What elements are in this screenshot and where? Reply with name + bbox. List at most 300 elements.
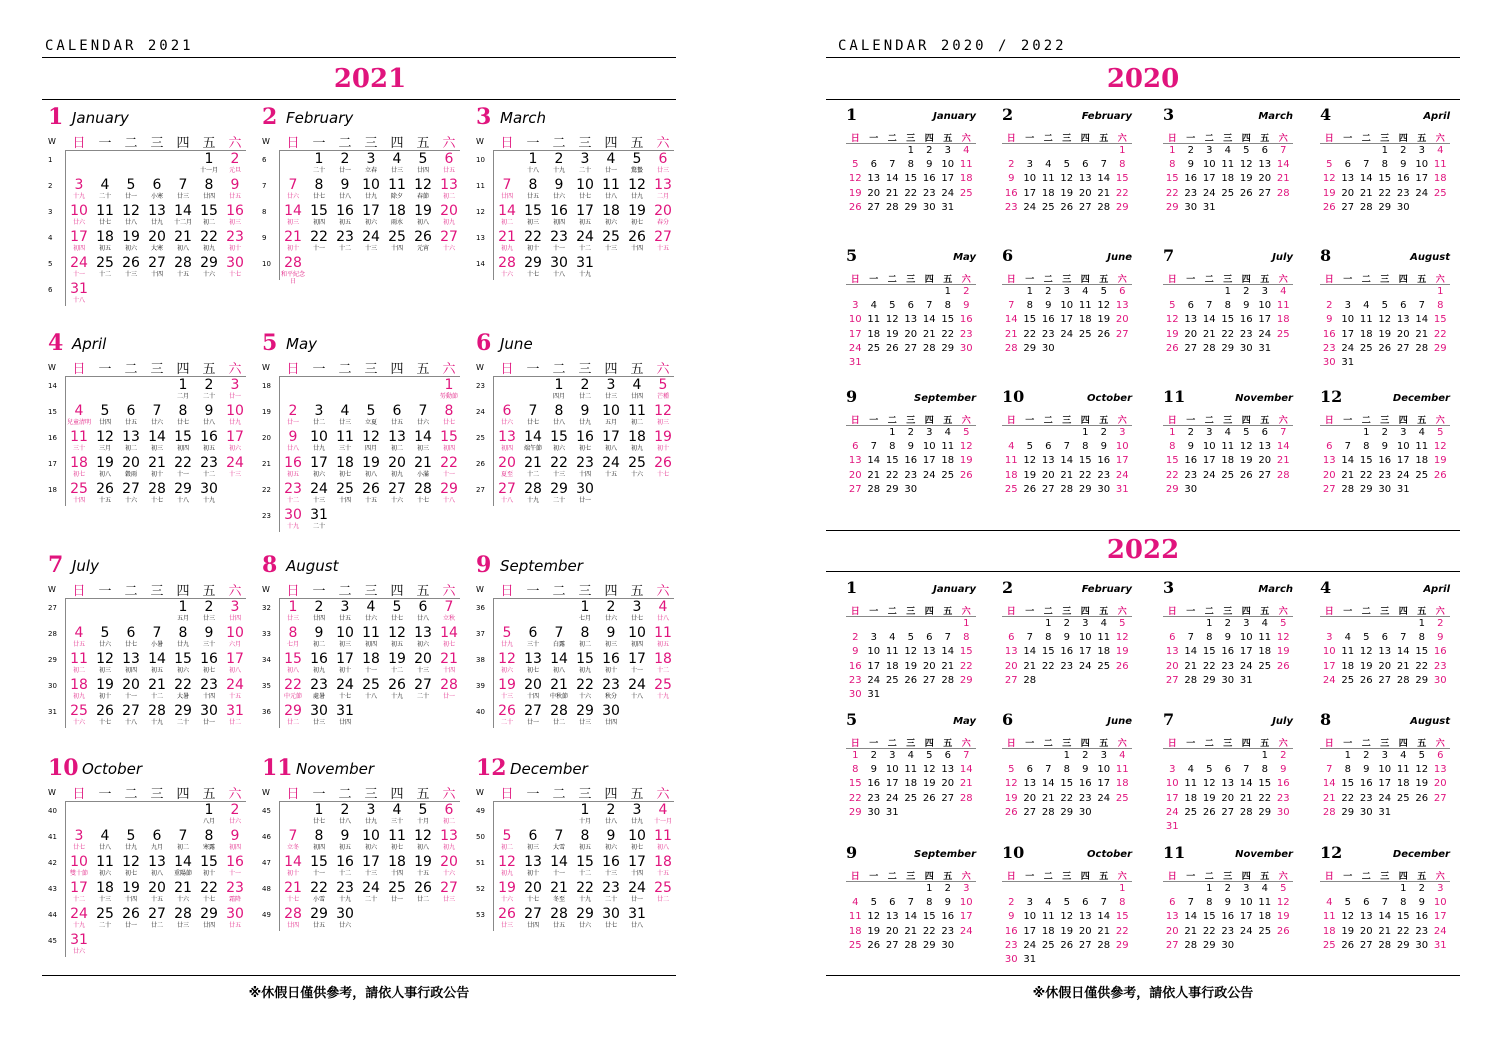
weekday-3: 三 bbox=[1223, 739, 1233, 749]
lunar-label: 廿二 bbox=[228, 719, 241, 726]
day-cell bbox=[494, 626, 520, 648]
day-number: 28 bbox=[1341, 483, 1355, 495]
day-number: 11 bbox=[96, 854, 114, 870]
day-cell bbox=[144, 626, 170, 648]
day-number: 16 bbox=[941, 911, 955, 923]
day-number: 2 bbox=[204, 377, 214, 393]
day-cell bbox=[624, 204, 650, 226]
lunar-label: 十八 bbox=[72, 297, 85, 304]
day-number: 13 bbox=[1433, 764, 1447, 776]
day-number: 29 bbox=[310, 906, 328, 922]
day-cell bbox=[280, 829, 306, 851]
day-number: 2 bbox=[230, 802, 240, 818]
month-name: September bbox=[500, 557, 583, 575]
day-number: 3 bbox=[74, 177, 84, 193]
day-number: 10 bbox=[310, 429, 328, 445]
day-number: 31 bbox=[1165, 821, 1179, 832]
day-number: 5 bbox=[1280, 883, 1287, 894]
day-number: 26 bbox=[848, 201, 862, 213]
weekday-2: 二 bbox=[1204, 416, 1214, 426]
day-number: 6 bbox=[658, 151, 668, 167]
day-number: 28 bbox=[1276, 469, 1290, 481]
day-number: 12 bbox=[96, 651, 114, 667]
day-cell bbox=[546, 178, 572, 200]
weekday-5: 五 bbox=[1099, 739, 1109, 749]
day-number: 3 bbox=[74, 828, 84, 844]
lunar-label: 廿七 bbox=[442, 419, 455, 426]
day-number: 11 bbox=[362, 625, 380, 641]
day-number: 27 bbox=[1041, 483, 1055, 495]
day-number: 16 bbox=[1004, 925, 1018, 937]
weekday-2: 二 bbox=[887, 872, 897, 882]
day-number: 14 bbox=[498, 203, 516, 219]
lunar-label: 初七 bbox=[630, 219, 643, 226]
day-cell bbox=[650, 855, 676, 877]
month-name: November bbox=[296, 760, 375, 778]
day-number: 2 bbox=[1280, 750, 1287, 761]
weekday-0: 日 bbox=[500, 362, 514, 377]
day-number: 6 bbox=[1261, 145, 1268, 156]
day-number: 16 bbox=[576, 429, 594, 445]
day-number: 25 bbox=[96, 255, 114, 271]
day-number: 29 bbox=[1165, 483, 1179, 495]
weekday-0: 日 bbox=[1167, 134, 1177, 144]
day-number: 8 bbox=[1045, 632, 1052, 644]
day-number: 16 bbox=[602, 854, 620, 870]
day-number: 25 bbox=[388, 229, 406, 245]
weekday-5: 五 bbox=[1099, 134, 1109, 144]
day-number: 7 bbox=[288, 828, 298, 844]
day-number: 23 bbox=[922, 187, 936, 199]
month-number: 10 bbox=[48, 755, 79, 781]
day-number: 9 bbox=[1082, 764, 1089, 776]
lunar-label: 初四 bbox=[312, 844, 325, 851]
day-number: 21 bbox=[1004, 328, 1018, 340]
week-number: 45 bbox=[48, 937, 57, 945]
lunar-label: 初八 bbox=[364, 471, 377, 478]
day-cell bbox=[196, 152, 222, 174]
day-cell bbox=[280, 881, 306, 903]
lunar-label: 十七 bbox=[202, 896, 215, 903]
lunar-label: 三月 bbox=[98, 445, 111, 452]
day-number: 4 bbox=[1045, 159, 1052, 171]
week-number: 31 bbox=[48, 708, 57, 716]
day-number: 6 bbox=[126, 625, 136, 641]
lunar-label: 初十 bbox=[202, 870, 215, 877]
lunar-label: 廿五 bbox=[552, 922, 565, 929]
week-number: 27 bbox=[476, 486, 485, 494]
day-number: 4 bbox=[963, 145, 970, 156]
day-number: 26 bbox=[654, 455, 672, 471]
lunar-label: 初十 bbox=[228, 245, 241, 252]
day-number: 1 bbox=[963, 618, 970, 629]
day-number: 7 bbox=[288, 177, 298, 193]
day-number: 30 bbox=[1221, 939, 1235, 951]
day-number: 26 bbox=[96, 703, 114, 719]
day-number: 15 bbox=[1415, 646, 1429, 658]
day-cell bbox=[410, 881, 436, 903]
day-cell bbox=[546, 456, 572, 478]
day-number: 7 bbox=[1363, 159, 1370, 171]
lunar-label: 二十 bbox=[500, 719, 513, 726]
lunar-label: 廿六 bbox=[500, 419, 513, 426]
weekday-1: 一 bbox=[1343, 134, 1353, 144]
day-number: 4 bbox=[907, 750, 914, 761]
day-number: 9 bbox=[230, 828, 240, 844]
weekday-6: 六 bbox=[1278, 275, 1288, 285]
day-number: 22 bbox=[1258, 792, 1272, 804]
day-number: 19 bbox=[1322, 187, 1336, 199]
day-cell bbox=[624, 456, 650, 478]
day-number: 17 bbox=[576, 203, 594, 219]
weekday-header bbox=[48, 783, 248, 802]
weekday-0: 日 bbox=[1167, 416, 1177, 426]
day-number: 30 bbox=[904, 483, 918, 495]
day-number: 16 bbox=[1097, 455, 1111, 467]
day-cell bbox=[222, 600, 248, 622]
day-cell bbox=[650, 430, 676, 452]
day-number: 19 bbox=[1004, 792, 1018, 804]
day-number: 1 bbox=[580, 802, 590, 818]
weekday-4: 四 bbox=[390, 584, 404, 599]
month-name: November bbox=[1235, 849, 1293, 860]
day-number: 15 bbox=[1060, 778, 1074, 790]
weekday-4: 四 bbox=[1080, 134, 1090, 144]
day-number: 8 bbox=[178, 625, 188, 641]
day-number: 10 bbox=[1396, 441, 1410, 453]
day-number: 21 bbox=[1202, 328, 1216, 340]
header-divider bbox=[1320, 881, 1450, 882]
day-number: 24 bbox=[226, 455, 244, 471]
lunar-label: 十一 bbox=[364, 667, 377, 674]
day-number: 26 bbox=[388, 677, 406, 693]
week-label: W bbox=[48, 137, 56, 146]
day-cell bbox=[650, 178, 676, 200]
weekday-6: 六 bbox=[961, 607, 971, 617]
day-cell bbox=[384, 600, 410, 622]
day-number: 26 bbox=[414, 229, 432, 245]
day-number: 17 bbox=[1258, 314, 1272, 326]
day-number: 20 bbox=[885, 925, 899, 937]
weekday-0: 日 bbox=[850, 275, 860, 285]
day-cell bbox=[650, 456, 676, 478]
day-number: 9 bbox=[1224, 632, 1231, 644]
day-cell bbox=[598, 152, 624, 174]
day-number: 7 bbox=[1045, 764, 1052, 776]
week-number: 43 bbox=[48, 885, 57, 893]
lunar-label: 初八 bbox=[176, 245, 189, 252]
day-number: 12 bbox=[362, 429, 380, 445]
lunar-label: 二十 bbox=[364, 896, 377, 903]
lunar-label: 初四 bbox=[312, 219, 325, 226]
weekday-5: 五 bbox=[202, 136, 216, 151]
lunar-label: 十四 bbox=[578, 471, 591, 478]
lunar-label: 初六 bbox=[552, 445, 565, 452]
day-number: 19 bbox=[1378, 328, 1392, 340]
day-number: 27 bbox=[1322, 483, 1336, 495]
weekday-4: 四 bbox=[1241, 607, 1251, 617]
weekday-5: 五 bbox=[943, 416, 953, 426]
week-number: 52 bbox=[476, 885, 485, 893]
day-number: 11 bbox=[1415, 441, 1429, 453]
day-number: 4 bbox=[100, 177, 110, 193]
day-number: 6 bbox=[1169, 897, 1176, 909]
day-cell bbox=[144, 404, 170, 426]
month-name: October bbox=[1087, 849, 1132, 860]
lunar-label: 二月 bbox=[176, 393, 189, 400]
day-number: 25 bbox=[1004, 483, 1018, 495]
weekday-1: 一 bbox=[1025, 739, 1035, 749]
day-number: 21 bbox=[1097, 925, 1111, 937]
weekday-6: 六 bbox=[228, 362, 242, 377]
day-number: 28 bbox=[885, 201, 899, 213]
week-number: 53 bbox=[476, 911, 485, 919]
day-number: 14 bbox=[941, 646, 955, 658]
day-cell bbox=[170, 652, 196, 674]
day-number: 11 bbox=[654, 625, 672, 641]
header-divider bbox=[1002, 284, 1132, 285]
lunar-label: 初二 bbox=[500, 219, 513, 226]
lunar-label: 初九 bbox=[630, 445, 643, 452]
day-number: 26 bbox=[1165, 342, 1179, 354]
day-cell bbox=[222, 178, 248, 200]
day-number: 27 bbox=[848, 483, 862, 495]
day-number: 22 bbox=[941, 328, 955, 340]
day-number: 5 bbox=[1280, 618, 1287, 629]
day-number: 25 bbox=[1078, 328, 1092, 340]
day-cell bbox=[410, 178, 436, 200]
day-cell bbox=[332, 178, 358, 200]
day-cell bbox=[222, 230, 248, 252]
weekday-5: 五 bbox=[416, 362, 430, 377]
lunar-label: 十一 bbox=[312, 245, 325, 252]
day-number: 7 bbox=[1100, 159, 1107, 171]
day-cell bbox=[306, 404, 332, 426]
day-number: 10 bbox=[362, 177, 380, 193]
lunar-label: 初六 bbox=[500, 667, 513, 674]
header-divider bbox=[66, 150, 246, 151]
day-cell bbox=[332, 678, 358, 700]
day-cell bbox=[196, 678, 222, 700]
day-number: 2 bbox=[944, 883, 951, 894]
weekday-header bbox=[262, 132, 462, 151]
day-cell bbox=[66, 907, 92, 929]
lunar-label: 廿九 bbox=[630, 193, 643, 200]
lunar-label: 初六 bbox=[312, 471, 325, 478]
day-number: 12 bbox=[922, 764, 936, 776]
day-number: 11 bbox=[70, 429, 88, 445]
lunar-label: 廿三 bbox=[656, 167, 669, 174]
day-number: 18 bbox=[336, 455, 354, 471]
day-number: 22 bbox=[1078, 469, 1092, 481]
day-number: 31 bbox=[576, 255, 594, 271]
day-number: 23 bbox=[336, 229, 354, 245]
day-cell bbox=[66, 881, 92, 903]
day-number: 15 bbox=[1078, 455, 1092, 467]
day-number: 28 bbox=[1276, 187, 1290, 199]
weekday-1: 一 bbox=[312, 584, 326, 599]
day-number: 8 bbox=[926, 897, 933, 909]
month-name: February bbox=[286, 109, 354, 127]
day-number: 4 bbox=[1224, 427, 1231, 438]
day-number: 10 bbox=[1165, 778, 1179, 790]
day-number: 28 bbox=[904, 939, 918, 951]
day-number: 2 bbox=[1243, 286, 1250, 297]
day-cell bbox=[572, 430, 598, 452]
lunar-label: 廿四 bbox=[202, 922, 215, 929]
day-number: 27 bbox=[1023, 806, 1037, 818]
weekday-6: 六 bbox=[961, 275, 971, 285]
day-number: 30 bbox=[867, 806, 881, 818]
day-cell bbox=[598, 456, 624, 478]
day-number: 5 bbox=[392, 599, 402, 615]
lunar-label: 十六 bbox=[176, 896, 189, 903]
day-number: 22 bbox=[310, 880, 328, 896]
lunar-label: 初五 bbox=[286, 471, 299, 478]
day-number: 2 bbox=[204, 599, 214, 615]
month-number: 4 bbox=[1320, 105, 1332, 124]
day-number: 5 bbox=[1008, 764, 1015, 776]
day-cell bbox=[118, 678, 144, 700]
lunar-label: 初十 bbox=[604, 667, 617, 674]
day-cell bbox=[144, 704, 170, 726]
lunar-label: 十二 bbox=[202, 471, 215, 478]
weekday-2: 二 bbox=[1204, 134, 1214, 144]
lunar-label: 廿六 bbox=[604, 615, 617, 622]
lunar-label: 十四 bbox=[124, 896, 137, 903]
day-number: 11 bbox=[1041, 911, 1055, 923]
day-number: 5 bbox=[889, 300, 896, 312]
weekday-6: 六 bbox=[1117, 607, 1127, 617]
day-number: 23 bbox=[284, 481, 302, 497]
day-number: 23 bbox=[1322, 342, 1336, 354]
lunar-label: 廿六 bbox=[98, 641, 111, 648]
day-number: 30 bbox=[1004, 954, 1018, 965]
lunar-label: 初五 bbox=[578, 844, 591, 851]
day-number: 28 bbox=[440, 677, 458, 693]
day-number: 7 bbox=[907, 897, 914, 909]
day-number: 28 bbox=[959, 792, 973, 804]
lunar-label: 十八 bbox=[552, 271, 565, 278]
lunar-label: 二十 bbox=[552, 497, 565, 504]
weekday-5: 五 bbox=[630, 136, 644, 151]
day-number: 11 bbox=[941, 441, 955, 453]
day-number: 23 bbox=[959, 328, 973, 340]
day-number: 25 bbox=[959, 187, 973, 199]
day-number: 21 bbox=[1415, 328, 1429, 340]
weekday-1: 一 bbox=[1343, 872, 1353, 882]
day-cell bbox=[358, 482, 384, 504]
lunar-label: 初六 bbox=[364, 219, 377, 226]
month-name: January bbox=[933, 111, 976, 122]
day-number: 17 bbox=[848, 328, 862, 340]
day-number: 6 bbox=[1326, 441, 1333, 453]
weekday-5: 五 bbox=[943, 872, 953, 882]
weekday-2: 二 bbox=[124, 787, 138, 802]
lunar-label: 廿六 bbox=[228, 818, 241, 825]
day-number: 30 bbox=[602, 906, 620, 922]
day-number: 27 bbox=[885, 939, 899, 951]
day-number: 19 bbox=[922, 778, 936, 790]
header-divider bbox=[1163, 748, 1293, 749]
day-number: 14 bbox=[550, 651, 568, 667]
weekday-0: 日 bbox=[1006, 416, 1016, 426]
day-number: 1 bbox=[314, 802, 324, 818]
lunar-label: 中元節 bbox=[283, 693, 302, 700]
day-number: 2 bbox=[1400, 145, 1407, 156]
day-number: 7 bbox=[418, 403, 428, 419]
day-number: 7 bbox=[1206, 300, 1213, 312]
lunar-label: 大寒 bbox=[150, 245, 163, 252]
day-cell bbox=[66, 430, 92, 452]
day-cell bbox=[332, 152, 358, 174]
day-number: 1 bbox=[580, 599, 590, 615]
weekday-4: 四 bbox=[1398, 416, 1408, 426]
lunar-label: 十一 bbox=[72, 271, 85, 278]
day-number: 4 bbox=[1187, 764, 1194, 776]
day-number: 23 bbox=[1184, 187, 1198, 199]
day-cell bbox=[546, 626, 572, 648]
day-number: 14 bbox=[1184, 646, 1198, 658]
lunar-label: 十一 bbox=[442, 471, 455, 478]
day-number: 22 bbox=[1115, 925, 1129, 937]
lunar-label: 廿七 bbox=[98, 219, 111, 226]
day-number: 15 bbox=[200, 203, 218, 219]
day-number: 9 bbox=[944, 897, 951, 909]
weekday-1: 一 bbox=[312, 787, 326, 802]
day-number: 3 bbox=[1100, 750, 1107, 761]
weekday-0: 日 bbox=[1324, 134, 1334, 144]
day-number: 29 bbox=[885, 483, 899, 495]
day-number: 16 bbox=[226, 854, 244, 870]
weekday-6: 六 bbox=[656, 787, 670, 802]
weekday-1: 一 bbox=[869, 416, 879, 426]
day-cell bbox=[196, 704, 222, 726]
day-cell bbox=[66, 256, 92, 278]
day-number: 2 bbox=[1187, 427, 1194, 438]
day-number: 7 bbox=[870, 441, 877, 453]
lunar-label: 廿二 bbox=[656, 896, 669, 903]
day-cell bbox=[494, 855, 520, 877]
day-number: 6 bbox=[944, 750, 951, 761]
day-cell bbox=[222, 704, 248, 726]
header-divider bbox=[1002, 616, 1132, 617]
day-number: 19 bbox=[96, 677, 114, 693]
day-number: 7 bbox=[1344, 441, 1351, 453]
day-number: 29 bbox=[284, 703, 302, 719]
lunar-label: 春節 bbox=[416, 193, 429, 200]
day-cell bbox=[118, 704, 144, 726]
day-number: 15 bbox=[576, 854, 594, 870]
day-number: 2 bbox=[1063, 618, 1070, 629]
day-number: 29 bbox=[1060, 806, 1074, 818]
day-number: 28 bbox=[498, 255, 516, 271]
week-number: 40 bbox=[476, 708, 485, 716]
weekday-3: 三 bbox=[578, 584, 592, 599]
day-number: 2 bbox=[963, 286, 970, 297]
day-number: 28 bbox=[1041, 806, 1055, 818]
day-number: 14 bbox=[1004, 314, 1018, 326]
month-number: 6 bbox=[476, 330, 492, 356]
month-name: May bbox=[286, 335, 318, 353]
day-cell bbox=[598, 626, 624, 648]
day-cell bbox=[598, 178, 624, 200]
header-divider bbox=[1320, 425, 1450, 426]
weekday-0: 日 bbox=[500, 136, 514, 151]
lunar-label: 二十 bbox=[578, 167, 591, 174]
lunar-label: 初四 bbox=[364, 641, 377, 648]
lunar-label: 十六 bbox=[390, 497, 403, 504]
